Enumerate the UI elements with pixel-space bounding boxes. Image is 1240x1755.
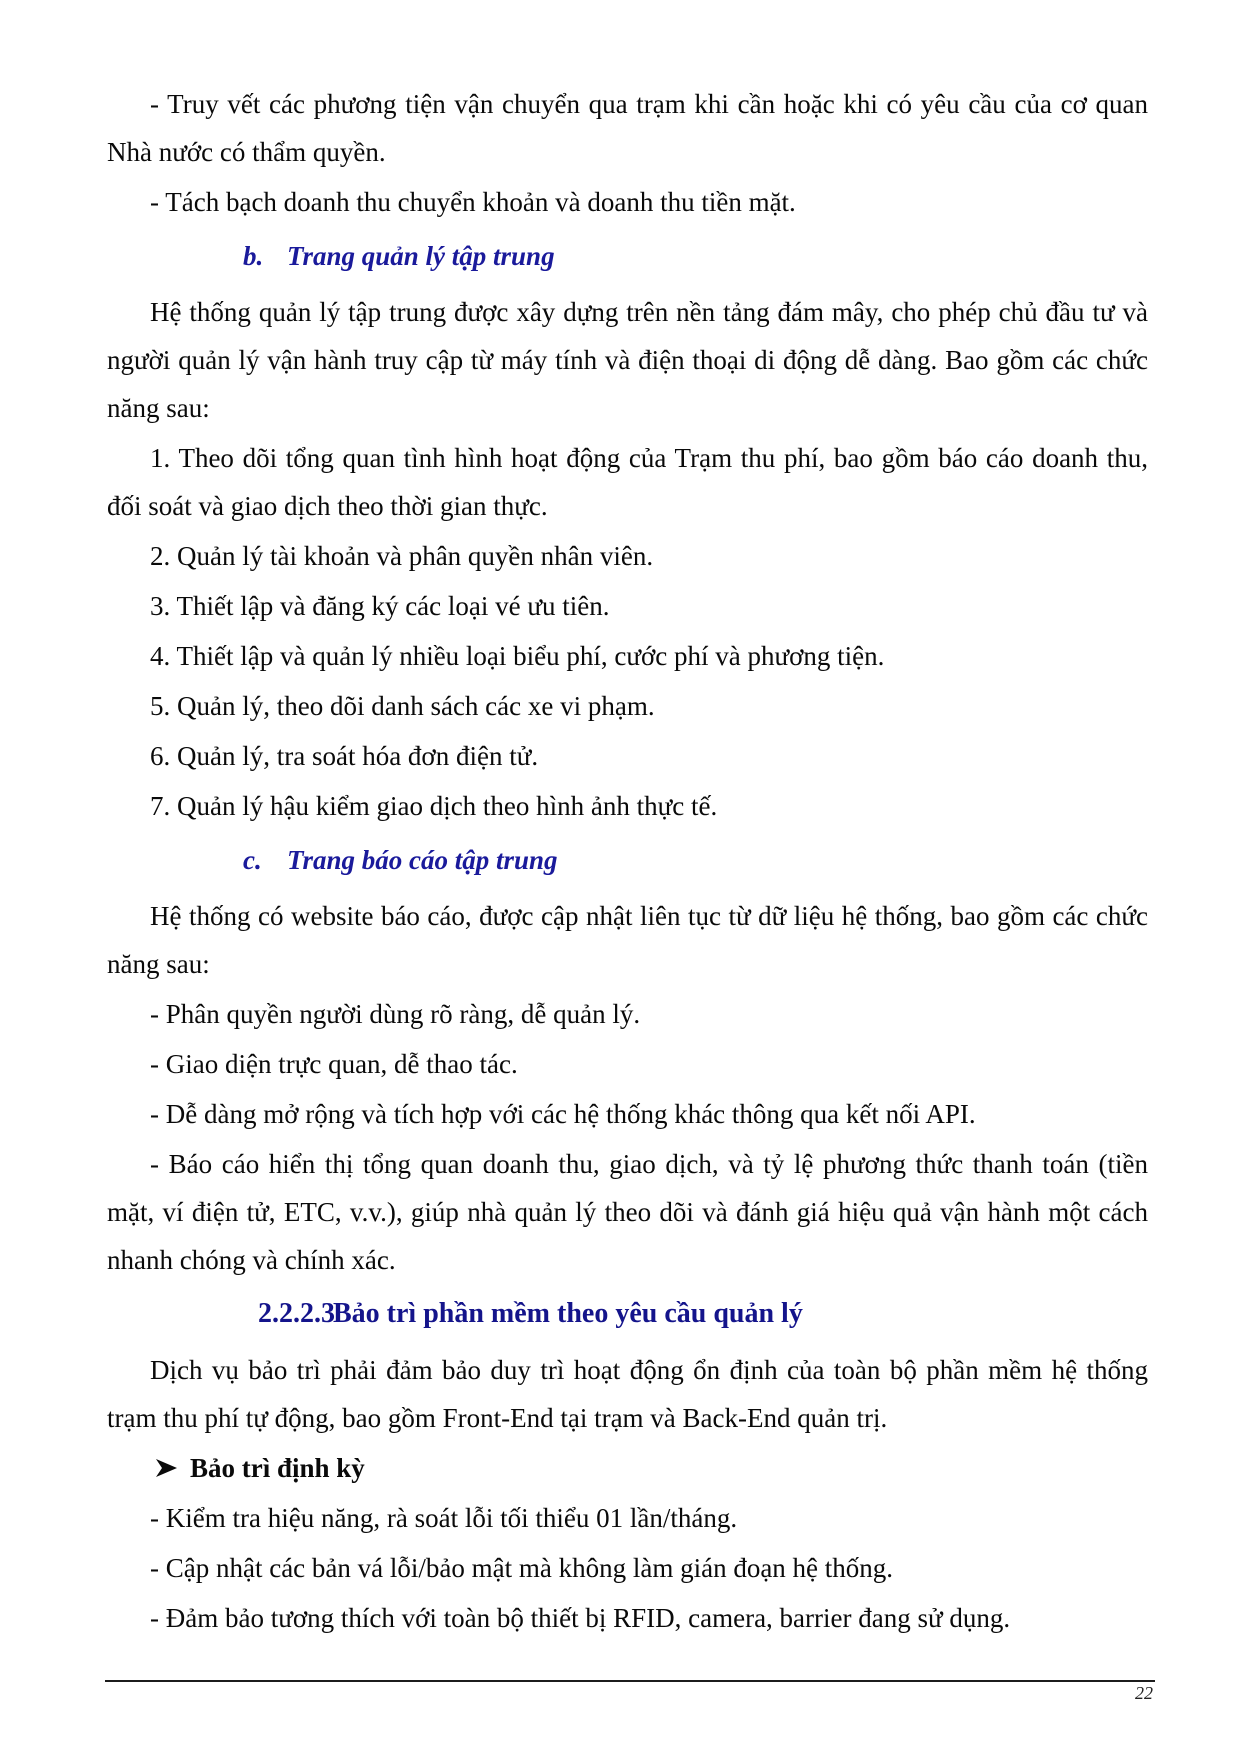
page-number: 22 — [1135, 1683, 1153, 1703]
paragraph: - Tách bạch doanh thu chuyển khoản và doanh thu tiền mặt. — [150, 187, 796, 217]
list-item: - Báo cáo hiển thị tổng quan doanh thu, giao dịch, và tỷ lệ phương thức thanh toán (tiền mặt, ví điện tử, ETC, v.v.), giúp nhà quản lý theo dõi và đánh giá hiệu quả vận hành một cách nhanh chóng và chính xác. — [107, 1149, 1148, 1275]
heading-2-2-2-3-bao-tri-phan-mem — [258, 1290, 1148, 1338]
list-item: 6. Quản lý, tra soát hóa đơn điện tử. — [150, 741, 539, 771]
list-item: - Kiểm tra hiệu năng, rà soát lỗi tối thiểu 01 lần/tháng. — [150, 1503, 738, 1533]
paragraph: Hệ thống quản lý tập trung được xây dựng trên nền tảng đám mây, cho phép chủ đầu tư và người quản lý vận hành truy cập từ máy tính và điện thoại di động dễ dàng. Bao gồm các chức năng sau: — [107, 297, 1148, 423]
heading-c-trang-bao-cao-tap-trung — [243, 836, 1148, 884]
list-item: - Dễ dàng mở rộng và tích hợp với các hệ thống khác thông qua kết nối API. — [150, 1099, 976, 1129]
document-body — [107, 80, 1148, 1644]
list-item: - Giao diện trực quan, dễ thao tác. — [150, 1049, 518, 1079]
list-item: - Cập nhật các bản vá lỗi/bảo mật mà không làm gián đoạn hệ thống. — [150, 1553, 894, 1583]
heading-number-label: 2.2.2.3 — [258, 1298, 335, 1329]
list-item: 2. Quản lý tài khoản và phân quyền nhân viên. — [150, 541, 654, 571]
heading-b-trang-quan-ly-tap-trung — [243, 232, 1148, 280]
paragraph: Hệ thống có website báo cáo, được cập nhật liên tục từ dữ liệu hệ thống, bao gồm các chức năng sau: — [107, 901, 1148, 979]
list-item: 5. Quản lý, theo dõi danh sách các xe vi phạm. — [150, 691, 655, 721]
list-item: 4. Thiết lập và quản lý nhiều loại biểu phí, cước phí và phương tiện. — [150, 641, 885, 671]
list-item: - Phân quyền người dùng rõ ràng, dễ quản lý. — [150, 999, 641, 1029]
page-footer — [105, 1680, 1155, 1704]
arrow-bullet-icon — [155, 1444, 190, 1492]
heading-text: Bảo trì phần mềm theo yêu cầu quản lý — [333, 1298, 803, 1329]
list-item: 1. Theo dõi tổng quan tình hình hoạt động của Trạm thu phí, bao gồm báo cáo doanh thu, đối soát và giao dịch theo thời gian thực. — [107, 443, 1148, 521]
heading-text: Trang báo cáo tập trung — [287, 845, 558, 875]
heading-label: b. — [243, 241, 264, 271]
bullet-heading-bao-tri-dinh-ky — [155, 1444, 1148, 1492]
paragraph: - Truy vết các phương tiện vận chuyển qua trạm khi cần hoặc khi có yêu cầu của cơ quan Nhà nước có thẩm quyền. — [107, 89, 1148, 167]
heading-text: Bảo trì định kỳ — [190, 1453, 365, 1483]
heading-text: Trang quản lý tập trung — [287, 241, 555, 271]
list-item: 3. Thiết lập và đăng ký các loại vé ưu tiên. — [150, 591, 610, 621]
list-item: - Đảm bảo tương thích với toàn bộ thiết bị RFID, camera, barrier đang sử dụng. — [150, 1603, 1011, 1633]
heading-label: c. — [243, 845, 262, 875]
paragraph: Dịch vụ bảo trì phải đảm bảo duy trì hoạt động ổn định của toàn bộ phần mềm hệ thống trạm thu phí tự động, bao gồm Front-End tại trạm và Back-End quản trị. — [107, 1355, 1148, 1433]
list-item: 7. Quản lý hậu kiểm giao dịch theo hình ảnh thực tế. — [150, 791, 718, 821]
